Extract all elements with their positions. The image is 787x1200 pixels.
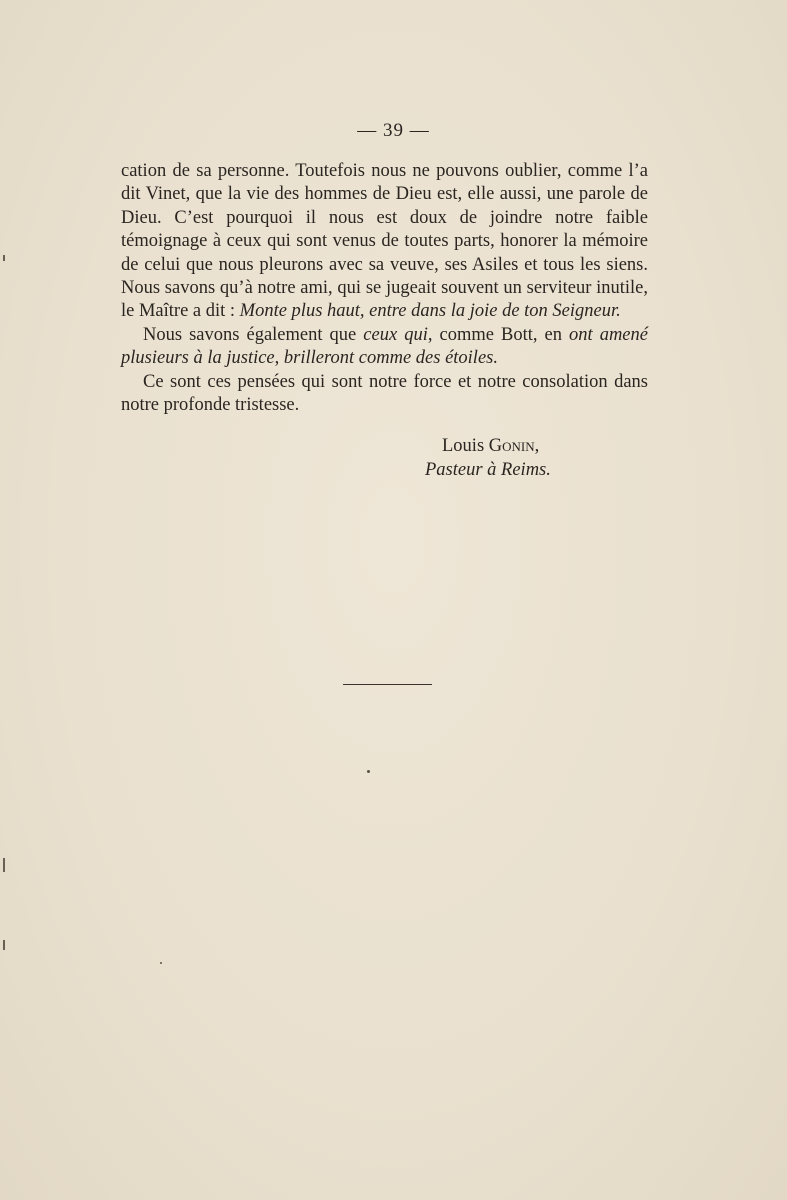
signature-title: Pasteur à Reims. xyxy=(425,460,551,480)
paragraph-2-segment-1: Nous savons également que xyxy=(143,324,364,345)
paper-speck xyxy=(160,962,162,964)
paragraph-2-segment-4: ont amené plusieurs à la justice xyxy=(121,324,648,369)
edge-mark xyxy=(3,858,5,872)
section-divider xyxy=(343,684,432,685)
paragraph-2-segment-3: , comme Bott, en xyxy=(427,324,570,345)
edge-mark xyxy=(3,255,5,261)
page-number: — 39 — xyxy=(357,120,430,141)
signature-last-name: Gonin, xyxy=(488,436,540,456)
paragraph-1-segment-1: cation de sa personne. Toutefois nous ne pouvons oublier, comme l’a dit Vinet, que la vie des hommes de Dieu est, elle aussi, une parole de Dieu. C’est pourquoi il nous est doux de joindre notre faible témoignage à ceux qui sont venus de toutes parts, honorer la mémoire de celui que nous pleurons avec sa veuve, ses Asiles et tous les siens. Nous savons qu’à notre ami, qui se jugeait souvent un serviteur inutile, le Maître a dit : xyxy=(121,161,648,322)
signature-first-name: Louis xyxy=(442,436,485,456)
body-text xyxy=(121,160,648,417)
edge-mark xyxy=(3,940,5,950)
signature-name xyxy=(442,434,539,458)
paper-speck xyxy=(367,770,370,773)
paragraph-3-segment-1: Ce sont ces pensées qui sont notre force et notre consolation dans notre profonde tristesse. xyxy=(121,371,648,416)
paragraph-1-quote: Monte plus haut, entre dans la joie de ton Seigneur. xyxy=(239,301,621,322)
paragraph-2-segment-5: , xyxy=(274,348,284,369)
paragraph-2-segment-6: brilleront comme des étoiles. xyxy=(283,348,498,369)
paragraph-2-segment-2: ceux qui xyxy=(363,324,428,345)
paragraph-1 xyxy=(121,160,648,324)
paragraph-3 xyxy=(121,371,648,418)
paragraph-2 xyxy=(121,324,648,371)
